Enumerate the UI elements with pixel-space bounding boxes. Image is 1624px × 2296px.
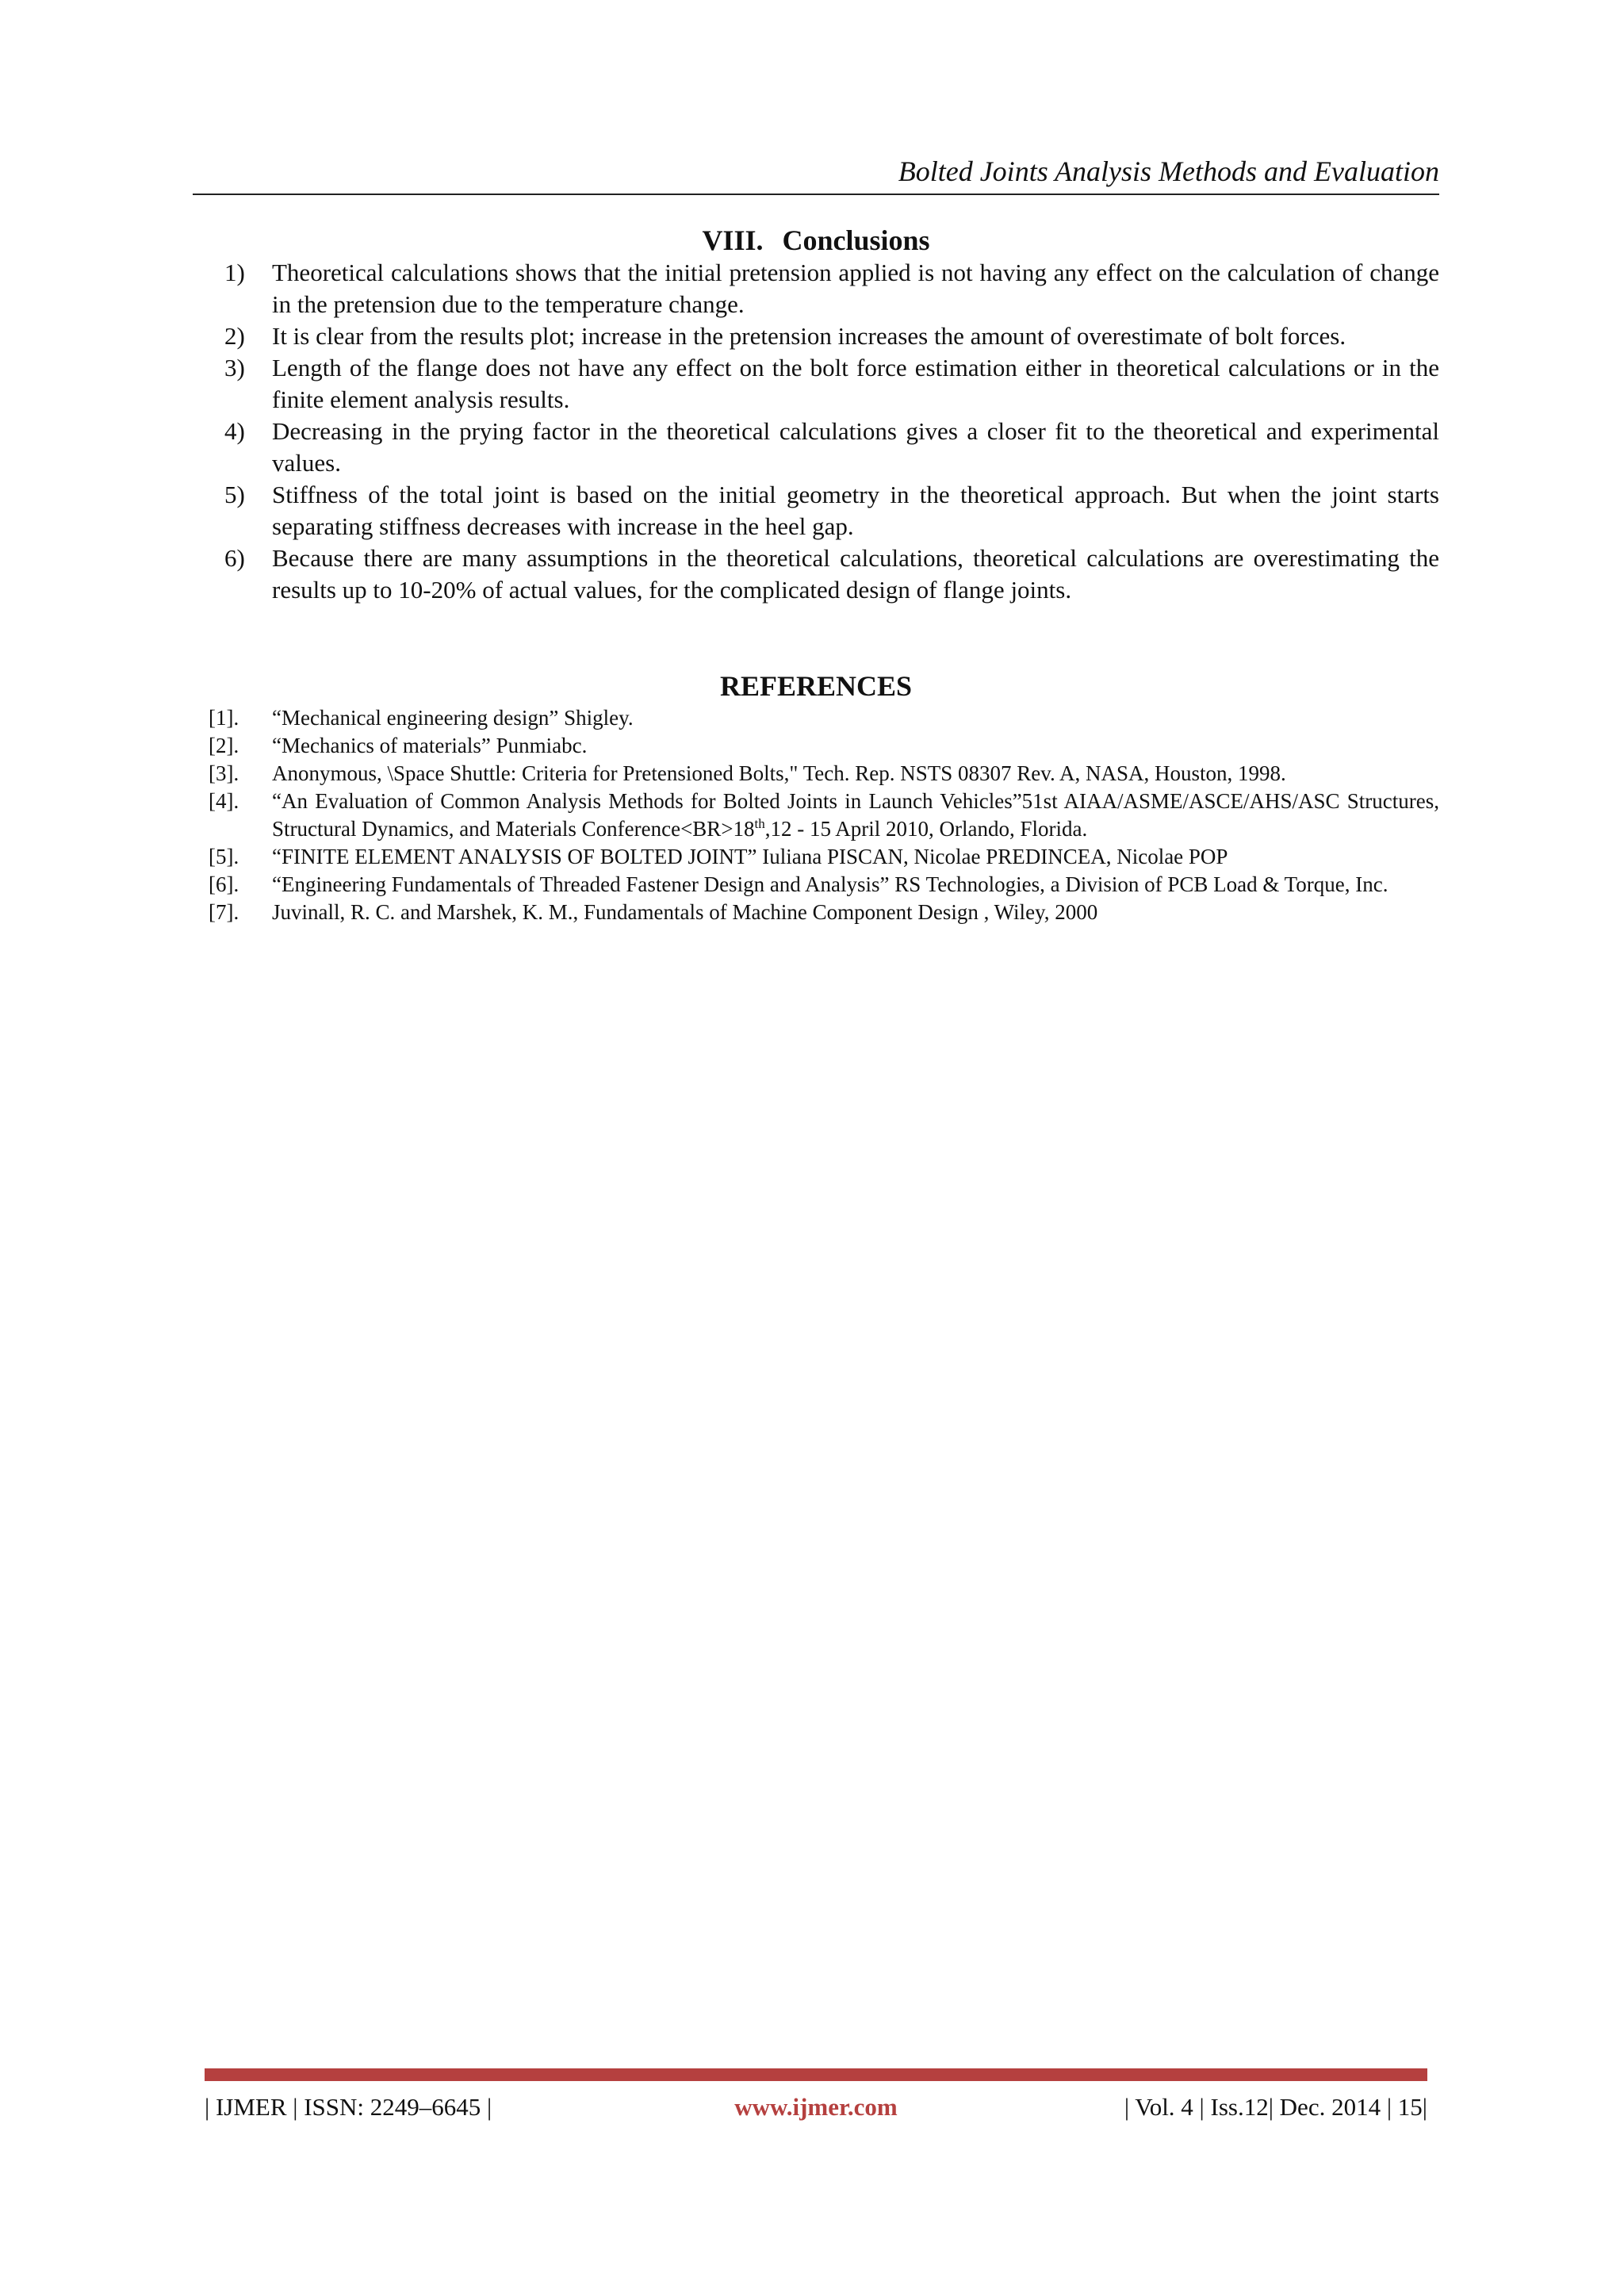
list-item-text: Length of the flange does not have any effect on the bolt force estimation either in theoretical calculations or in the finite element analysis results.: [272, 354, 1439, 413]
reference-item: [209, 788, 1439, 843]
reference-item: [209, 843, 1439, 871]
footer-accent-bar: [205, 2068, 1427, 2081]
reference-number: [3].: [209, 761, 239, 785]
section-heading: Conclusions: [782, 224, 930, 256]
reference-text: “Engineering Fundamentals of Threaded Fastener Design and Analysis” RS Technologies, a Division of PCB Load & Torque, Inc.: [272, 872, 1388, 896]
list-item-number: 4): [224, 417, 245, 445]
reference-item: [209, 732, 1439, 760]
list-item-text: It is clear from the results plot; increase in the pretension increases the amount of overestimate of bolt forces.: [272, 322, 1346, 350]
list-item-number: 5): [224, 481, 245, 508]
reference-number: [1].: [209, 706, 239, 730]
reference-text: “FINITE ELEMENT ANALYSIS OF BOLTED JOINT” Iuliana PISCAN, Nicolae PREDINCEA, Nicolae POP: [272, 845, 1228, 868]
list-item-text: Because there are many assumptions in the theoretical calculations, theoretical calculations are overestimating the results up to 10-20% of actual values, for the complicated design of flange joints.: [272, 544, 1439, 604]
list-item: [193, 542, 1439, 606]
reference-text-part: ,12 - 15 April 2010, Orlando, Florida.: [764, 817, 1088, 841]
header-rule: [193, 194, 1439, 195]
footer-journal-info: | IJMER | ISSN: 2249–6645 |: [205, 2093, 492, 2121]
list-item-number: 6): [224, 544, 245, 572]
reference-text: [272, 788, 1439, 843]
reference-text: Juvinall, R. C. and Marshek, K. M., Fundamentals of Machine Component Design , Wiley, 2000: [272, 900, 1098, 924]
reference-number: [4].: [209, 789, 239, 813]
references-heading: REFERENCES: [719, 670, 913, 702]
reference-text: Anonymous, \Space Shuttle: Criteria for Pretensioned Bolts," Tech. Rep. NSTS 08307 Rev. A, NASA, Houston, 1998.: [272, 761, 1286, 785]
section-title: [193, 222, 1439, 259]
running-header: Bolted Joints Analysis Methods and Evaluation: [898, 155, 1439, 187]
reference-number: [7].: [209, 900, 239, 924]
reference-item: [209, 760, 1439, 788]
reference-item: [209, 871, 1439, 899]
list-item: [193, 479, 1439, 542]
list-item-number: 2): [224, 322, 245, 350]
footer-website-link[interactable]: www.ijmer.com: [734, 2093, 898, 2121]
footer-issue-info: | Vol. 4 | Iss.12| Dec. 2014 | 15|: [1124, 2093, 1427, 2121]
conclusions-list: [193, 257, 1439, 606]
reference-number: [2].: [209, 734, 239, 757]
reference-number: [6].: [209, 872, 239, 896]
references-list: [209, 704, 1439, 926]
page-footer: [205, 2087, 1427, 2127]
reference-text: “Mechanics of materials” Punmiabc.: [272, 734, 588, 757]
list-item: [193, 352, 1439, 416]
reference-text: “Mechanical engineering design” Shigley.: [272, 706, 634, 730]
list-item-number: 1): [224, 259, 245, 286]
list-item-text: Stiffness of the total joint is based on the initial geometry in the theoretical approach. But when the joint starts separating stiffness decreases with increase in the heel gap.: [272, 481, 1439, 540]
list-item-text: Theoretical calculations shows that the initial pretension applied is not having any effect on the calculation of change in the pretension due to the temperature change.: [272, 259, 1439, 318]
list-item-text: Decreasing in the prying factor in the theoretical calculations gives a closer fit to the theoretical and experimental values.: [272, 417, 1439, 477]
list-item: [193, 416, 1439, 479]
list-item-number: 3): [224, 354, 245, 381]
list-item: [193, 320, 1439, 352]
reference-number: [5].: [209, 845, 239, 868]
list-item: [193, 257, 1439, 320]
reference-superscript: th: [754, 816, 765, 831]
reference-item: [209, 704, 1439, 732]
section-number: VIII.: [702, 224, 764, 256]
reference-item: [209, 899, 1439, 926]
reference-text-part: “An Evaluation of Common Analysis Methods for Bolted Joints in Launch Vehicles”51st AIAA/ASME/ASCE/AHS/ASC Structures, Structural Dynamics, and Materials Conference<BR>18: [272, 789, 1439, 841]
